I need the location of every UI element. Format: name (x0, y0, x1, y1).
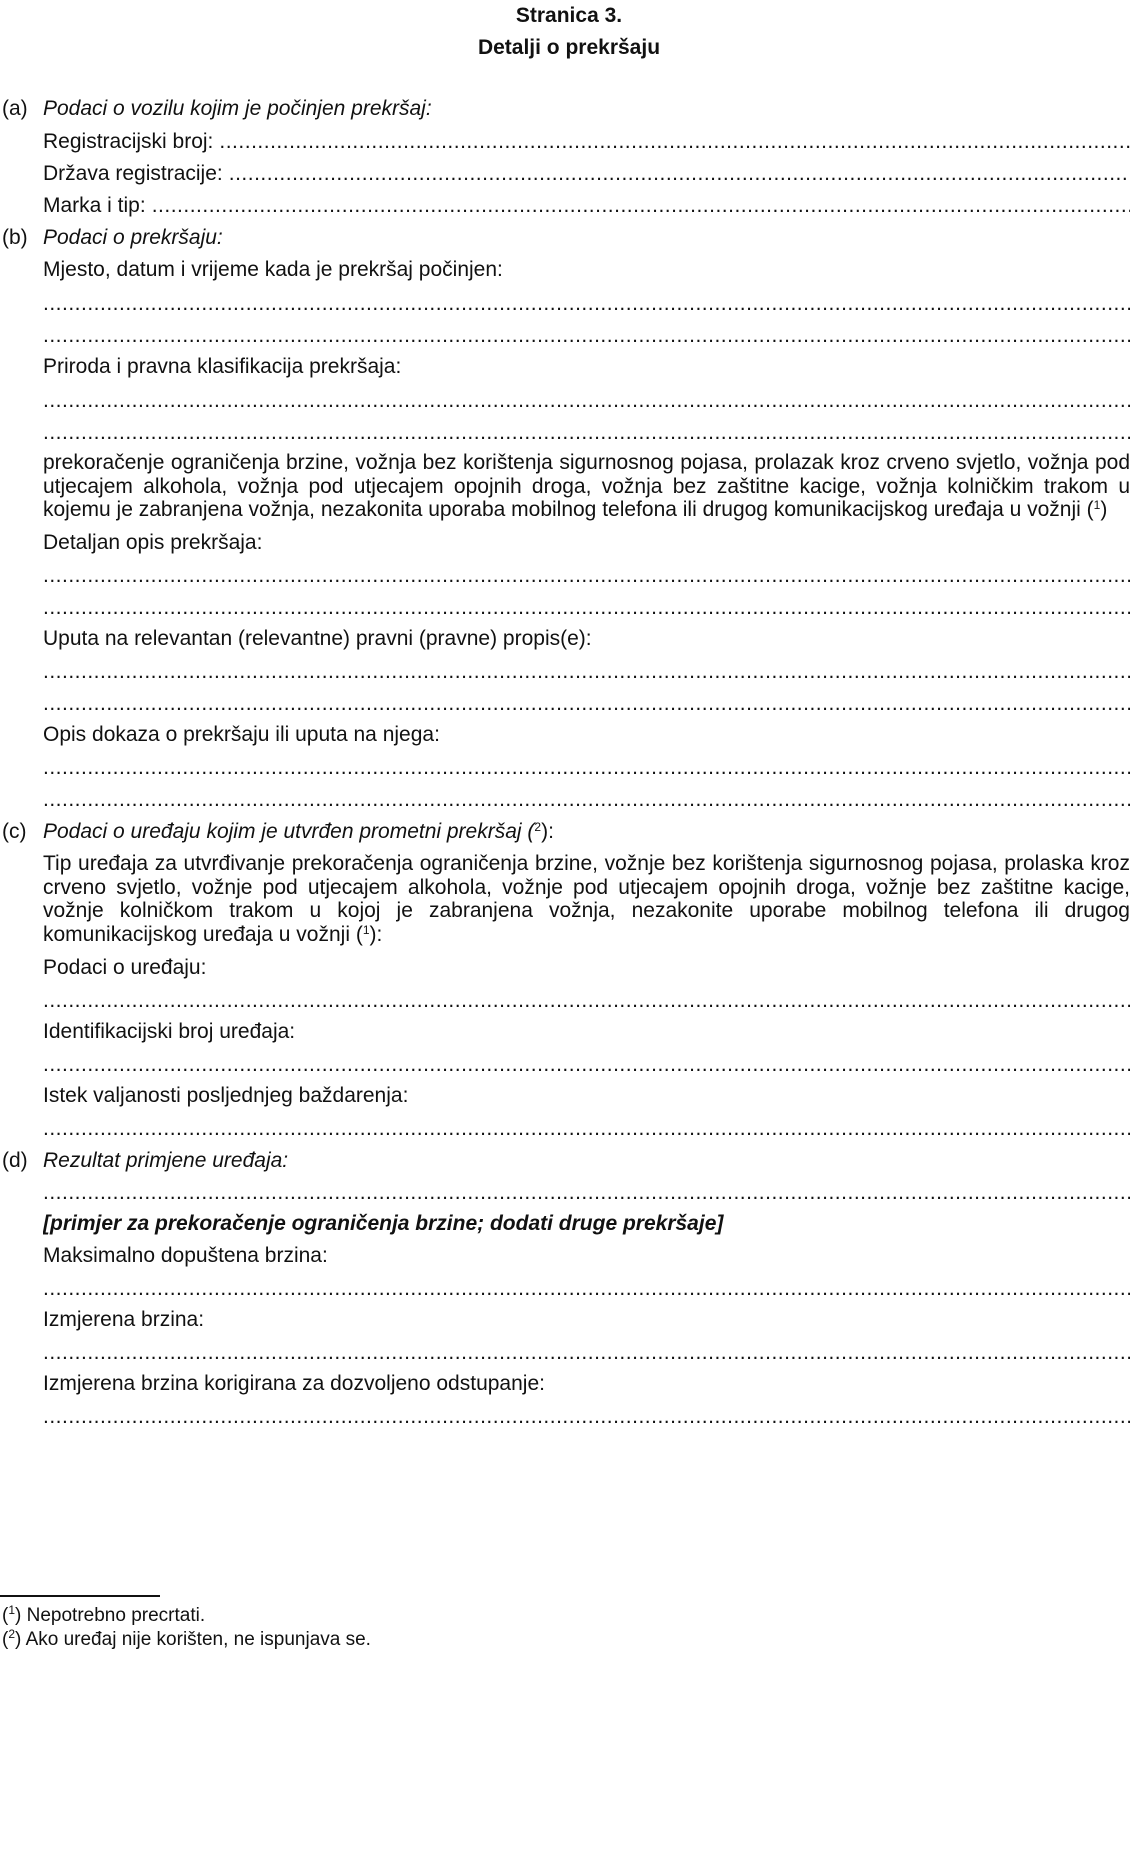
legal-reference-line-2[interactable] (43, 691, 1130, 717)
device-type-close: ): (369, 922, 383, 946)
max-speed-label: Maksimalno dopuštena brzina: (43, 1244, 328, 1267)
place-date-time-line-2[interactable] (43, 323, 1130, 349)
device-data-line[interactable] (43, 988, 1130, 1014)
example-note: [primjer za prekoračenje ograničenja brzine; dodati druge prekršaje] (43, 1212, 724, 1235)
page-number: Stranica 3. (515, 4, 623, 27)
legal-reference-label: Uputa na relevantan (relevantne) pravni (pravne) propis(e): (43, 627, 592, 650)
footnote-2: ($^2$) Ako uređaj nije korišten, ne ispunjava se. (2, 1627, 371, 1650)
detailed-description-line-2[interactable] (43, 595, 1130, 621)
legal-reference-line-1[interactable] (43, 659, 1130, 685)
evidence-line-1[interactable] (43, 755, 1130, 781)
detailed-description-line-1[interactable] (43, 563, 1130, 589)
calibration-label: Istek valjanosti posljednjeg baždarenja: (43, 1084, 409, 1107)
footnote-ref: 1 (1093, 498, 1101, 512)
footnote-1: ($^1$) Nepotrebno precrtati. (2, 1603, 206, 1626)
calibration-line[interactable] (43, 1116, 1130, 1142)
footnote-ref: 2 (534, 820, 542, 834)
offence-list (43, 451, 1130, 522)
device-type-body: Tip uređaja za utvrđivanje prekoračenja ograničenja brzine, vožnje bez korištenja sigurnosnog pojasa, prolaska kroz crveno svjetlo, vožnje pod utjecajem alkohola, vožnje pod utjecajem opojnih droga, vožnje bez zaštitne kacige, vožnje kolničkom trakom u kojoj je zabranjena vožnja, nezakonite uporabe mobilnog telefona ili drugog komunikacijskog uređaja u vožnji ( (43, 852, 1130, 946)
nature-line-1[interactable] (43, 388, 1130, 414)
corrected-speed-line[interactable] (43, 1404, 1130, 1430)
section-d-label: (d) (2, 1149, 28, 1172)
result-line[interactable] (43, 1180, 1130, 1206)
measured-speed-line[interactable] (43, 1340, 1130, 1366)
footnote-mark: 1 (8, 1603, 16, 1617)
make-model-label: Marka i tip: (43, 194, 146, 217)
section-c-heading-close: ): (541, 820, 554, 843)
section-d-heading: Rezultat primjene uređaja: (43, 1149, 289, 1172)
section-c-heading (43, 819, 1130, 845)
section-b-label: (b) (2, 226, 28, 249)
registration-field[interactable] (43, 129, 1130, 155)
device-data-label: Podaci o uređaju: (43, 956, 207, 979)
evidence-line-2[interactable] (43, 787, 1130, 813)
evidence-label: Opis dokaza o prekršaju ili uputa na njega: (43, 723, 440, 746)
device-type-text (43, 852, 1130, 946)
country-dotted-line[interactable] (229, 161, 1130, 187)
place-date-time-label: Mjesto, datum i vrijeme kada je prekršaj počinjen: (43, 258, 503, 281)
device-id-line[interactable] (43, 1052, 1130, 1078)
registration-dotted-line[interactable] (219, 129, 1130, 155)
footnote-mark: 2 (8, 1627, 16, 1641)
section-a-label: (a) (2, 97, 28, 120)
footnote-text: Ako uređaj nije korišten, ne ispunjava se. (25, 1629, 371, 1650)
place-date-time-line-1[interactable] (43, 291, 1130, 317)
footnote-text: Nepotrebno precrtati. (26, 1605, 206, 1626)
nature-line-2[interactable] (43, 420, 1130, 446)
offence-list-close: ) (1100, 498, 1108, 521)
section-a-heading: Podaci o vozilu kojim je počinjen prekršaj: (43, 97, 432, 120)
country-field[interactable] (43, 161, 1130, 187)
nature-label: Priroda i pravna klasifikacija prekršaja: (43, 355, 402, 378)
offence-list-text: prekoračenje ograničenja brzine, vožnja bez korištenja sigurnosnog pojasa, prolazak kroz crveno svjetlo, vožnja pod utjecajem alkohola, vožnja pod utjecajem opojnih droga, vožnja bez zaštitne kacige, vožnja kolničkim trakom u kojemu je zabranjena vožnja, nezakonita uporaba mobilnog telefona ili drugog komunikacijskog uređaja u vožnji ( (43, 451, 1130, 521)
registration-label: Registracijski broj: (43, 130, 214, 153)
section-b-heading: Podaci o prekršaju: (43, 226, 223, 249)
footnote-ref: 1 (362, 922, 370, 937)
section-c-heading-text: Podaci o uređaju kojim je utvrđen prometni prekršaj ( (43, 820, 535, 843)
make-model-field[interactable] (43, 193, 1130, 219)
section-c-label: (c) (2, 820, 27, 843)
footnote-divider (0, 1595, 160, 1597)
make-model-dotted-line[interactable] (152, 193, 1130, 219)
detailed-description-label: Detaljan opis prekršaja: (43, 531, 263, 554)
max-speed-line[interactable] (43, 1276, 1130, 1302)
measured-speed-label: Izmjerena brzina: (43, 1308, 205, 1331)
country-label: Država registracije: (43, 162, 223, 185)
device-id-label: Identifikacijski broj uređaja: (43, 1020, 296, 1043)
page-title: Detalji o prekršaju (477, 36, 661, 59)
corrected-speed-label: Izmjerena brzina korigirana za dozvoljeno odstupanje: (43, 1372, 545, 1395)
